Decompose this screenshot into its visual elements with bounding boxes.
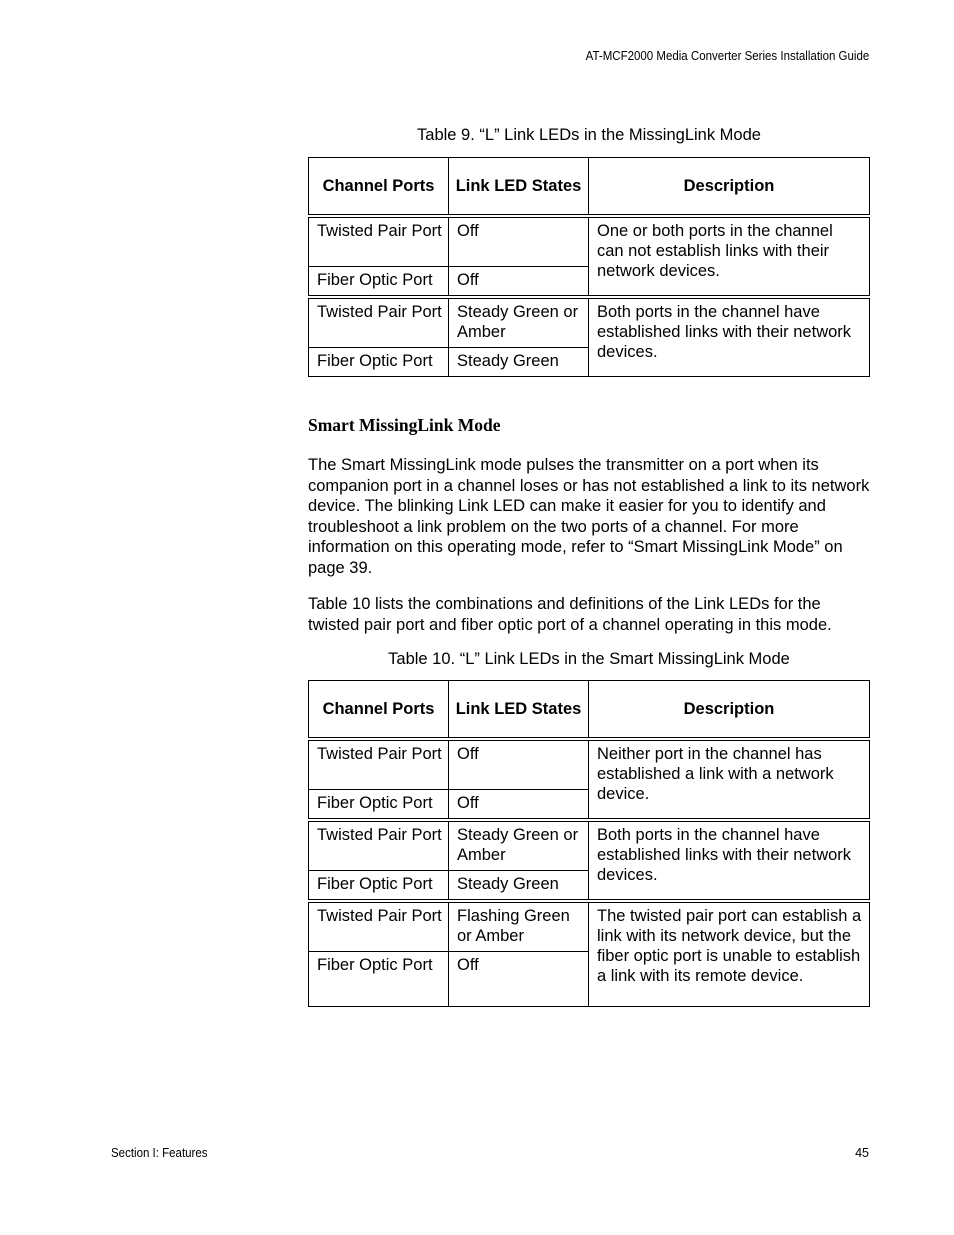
port-cell: Twisted Pair Port (309, 297, 449, 348)
table10-header-description: Description (589, 681, 870, 740)
state-cell: Off (449, 790, 589, 821)
state-cell: Off (449, 952, 589, 1007)
description-cell: One or both ports in the channel can not establish links with their network devices. (589, 216, 870, 297)
table-row (309, 901, 870, 952)
port-cell: Fiber Optic Port (309, 952, 449, 1007)
body-paragraph-2: Table 10 lists the combinations and definitions of the Link LEDs for the twisted pair port and fiber optic port of a channel operating in this mode. (308, 595, 832, 634)
table9-caption: Table 9. “L” Link LEDs in the MissingLink Mode (417, 126, 761, 144)
section-heading: Smart MissingLink Mode (308, 415, 501, 435)
port-cell: Fiber Optic Port (309, 871, 449, 902)
port-cell: Fiber Optic Port (309, 267, 449, 298)
table10 (308, 680, 870, 1007)
port-cell: Fiber Optic Port (309, 790, 449, 821)
description-cell: Neither port in the channel has established a link with a network device. (589, 739, 870, 820)
port-cell: Fiber Optic Port (309, 348, 449, 377)
table10-caption: Table 10. “L” Link LEDs in the Smart MissingLink Mode (388, 650, 790, 668)
table9-header-description: Description (589, 158, 870, 217)
state-cell: Steady Green or Amber (449, 820, 589, 871)
table9 (308, 157, 870, 377)
state-cell: Off (449, 739, 589, 790)
table9-header-channel-ports: Channel Ports (309, 158, 449, 217)
port-cell: Twisted Pair Port (309, 739, 449, 790)
table10-header-link-led-states: Link LED States (449, 681, 589, 740)
table9-header-link-led-states: Link LED States (449, 158, 589, 217)
body-paragraph-1: The Smart MissingLink mode pulses the transmitter on a port when its companion port in a channel loses or has not established a link to its network device. The blinking Link LED can make it easier for you to identify and troubleshoot a link problem on the two ports of a channel. For more information on this operating mode, refer to “Smart MissingLink Mode” on page 39. (308, 456, 870, 577)
state-cell: Steady Green (449, 348, 589, 377)
running-header: AT-MCF2000 Media Converter Series Installation Guide (585, 49, 869, 63)
state-cell: Off (449, 267, 589, 298)
port-cell: Twisted Pair Port (309, 820, 449, 871)
description-cell: Both ports in the channel have established links with their network devices. (589, 820, 870, 901)
state-cell: Steady Green or Amber (449, 297, 589, 348)
description-cell: The twisted pair port can establish a link with its network device, but the fiber optic port is unable to establish a link with its remote device. (589, 901, 870, 1007)
table-row (309, 216, 870, 267)
state-cell: Flashing Green or Amber (449, 901, 589, 952)
description-cell: Both ports in the channel have established links with their network devices. (589, 297, 870, 377)
table-row (309, 820, 870, 871)
port-cell: Twisted Pair Port (309, 901, 449, 952)
state-cell: Steady Green (449, 871, 589, 902)
port-cell: Twisted Pair Port (309, 216, 449, 267)
table10-header-channel-ports: Channel Ports (309, 681, 449, 740)
footer-section: Section I: Features (111, 1146, 208, 1160)
page-number: 45 (855, 1146, 869, 1160)
state-cell: Off (449, 216, 589, 267)
table-row (309, 739, 870, 790)
table-row (309, 297, 870, 348)
